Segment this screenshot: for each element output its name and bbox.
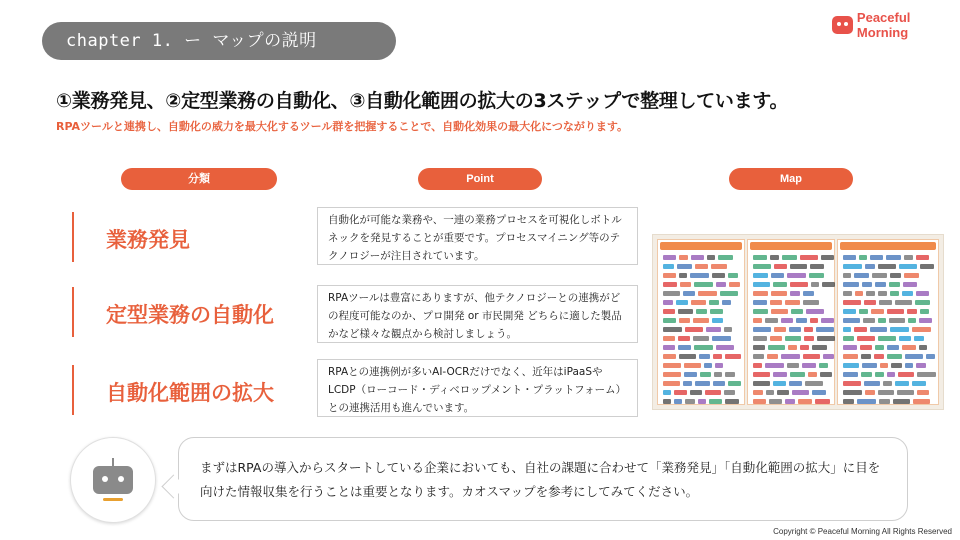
map-logo-cell [773, 372, 787, 377]
copyright: Copyright © Peaceful Morning All Rights Reserved [773, 527, 952, 536]
map-logo-cell [690, 390, 702, 395]
map-logo-cell [854, 273, 869, 278]
map-logo-cell [899, 336, 911, 341]
map-logo-cell [774, 327, 786, 332]
map-logo-cell [768, 345, 785, 350]
map-logo-cell [903, 282, 917, 287]
map-logo-cell [870, 255, 883, 260]
map-logo-cell [916, 291, 929, 296]
map-logo-cell [857, 336, 875, 341]
map-logo-cell [800, 345, 809, 350]
map-logo-cell [718, 255, 733, 260]
map-logo-cell [714, 372, 722, 377]
map-logo-cell [843, 291, 852, 296]
map-logo-cell [787, 363, 799, 368]
map-logo-cell [854, 327, 867, 332]
map-logo-cell [821, 318, 834, 323]
category-row-3 [72, 365, 294, 415]
map-logo-cell [872, 273, 887, 278]
map-logo-cell [771, 291, 787, 296]
map-logo-cell [753, 345, 765, 350]
map-logo-cell [904, 255, 913, 260]
map-logo-cell [753, 399, 766, 404]
map-logo-cell [698, 291, 717, 296]
map-logo-cell [729, 282, 740, 287]
map-logo-cell [684, 363, 701, 368]
map-logo-cell [753, 336, 767, 341]
map-logo-cell [914, 336, 924, 341]
robot-icon [93, 466, 133, 494]
map-logo-cell [820, 372, 832, 377]
map-logo-cell [843, 390, 862, 395]
map-logo-cell [767, 354, 778, 359]
map-logo-cell [916, 363, 926, 368]
map-logo-cell [753, 318, 762, 323]
map-logo-cell [684, 372, 697, 377]
map-logo-cell [713, 354, 722, 359]
map-logo-cell [893, 399, 910, 404]
map-logo-cell [709, 399, 722, 404]
map-logo-cell [713, 381, 725, 386]
map-logo-cell [788, 345, 797, 350]
map-logo-cell [678, 336, 690, 341]
category-row-2 [72, 287, 294, 337]
assistant-avatar [70, 437, 156, 523]
map-logo-cell [843, 372, 858, 377]
map-logo-cell [663, 264, 674, 269]
map-logo-cell [663, 345, 675, 350]
map-logo-cell [674, 399, 682, 404]
map-logo-cell [678, 345, 691, 350]
map-logo-cell [917, 390, 929, 395]
map-logo-cell [773, 381, 786, 386]
map-logo-cell [904, 273, 919, 278]
map-logo-cell [902, 291, 913, 296]
map-logo-cell [781, 318, 793, 323]
category-label: 業務発見 [106, 228, 190, 252]
map-logo-cell [709, 300, 719, 305]
map-logo-cell [861, 372, 872, 377]
map-logo-cell [663, 300, 673, 305]
speech-bubble-text: まずはRPAの導入からスタートしている企業においても、自社の課題に合わせて「業務発見」「自動化範囲の拡大」に目を向けた情報収集を行うことは重要となります。カオスマップを参考にしてみてください。 [200, 460, 881, 499]
point-box-1: 自動化が可能な業務や、一連の業務プロセスを可視化しボトルネックを発見することが重要です。プロセスマイニング等のテクノロジーが注目されています。 [317, 207, 638, 265]
map-logo-cell [715, 363, 723, 368]
map-logo-cell [822, 282, 835, 287]
map-logo-cell [770, 336, 782, 341]
map-logo-cell [889, 282, 900, 287]
map-logo-cell [777, 390, 789, 395]
map-logo-cell [843, 354, 858, 359]
robot-logo-icon [832, 16, 853, 34]
map-logo-cell [676, 300, 688, 305]
map-logo-cell [899, 264, 917, 269]
category-row-1 [72, 212, 294, 262]
map-logo-cell [753, 372, 770, 377]
map-logo-cell [691, 255, 704, 260]
map-logo-cell [843, 345, 857, 350]
map-logo-cell [902, 345, 916, 350]
map-logo-cell [905, 363, 913, 368]
headline: ①業務発見、②定型業務の自動化、③自動化範囲の拡大の3ステップで整理しています。 [56, 90, 789, 112]
map-logo-cell [785, 399, 795, 404]
map-logo-cell [790, 282, 808, 287]
map-logo-cell [843, 282, 859, 287]
map-logo-cell [770, 300, 782, 305]
map-logo-cell [878, 264, 896, 269]
map-logo-cell [862, 282, 872, 287]
map-logo-cell [803, 354, 820, 359]
map-logo-cell [920, 309, 929, 314]
map-logo-cell [843, 255, 856, 260]
map-logo-cell [753, 255, 767, 260]
map-logo-cell [707, 255, 715, 260]
map-logo-cell [897, 390, 914, 395]
map-logo-cell [690, 273, 709, 278]
map-logo-cell [677, 264, 692, 269]
map-logo-cell [917, 372, 936, 377]
column-header-map: Map [729, 168, 853, 190]
map-logo-cell [663, 354, 676, 359]
map-logo-cell [716, 282, 726, 287]
subline: RPAツールと連携し、自動化の威力を最大化するツール群を把握することで、自動化効果の最大化につながります。 [56, 120, 629, 133]
map-logo-cell [812, 390, 826, 395]
map-logo-cell [663, 282, 677, 287]
map-logo-cell [753, 282, 770, 287]
map-logo-cell [895, 300, 912, 305]
map-logo-cell [816, 327, 834, 332]
map-logo-cell [753, 381, 770, 386]
map-logo-cell [870, 327, 887, 332]
map-logo-cell [695, 381, 710, 386]
map-logo-cell [694, 345, 713, 350]
map-logo-cell [710, 309, 723, 314]
map-logo-cell [887, 354, 902, 359]
map-logo-cell [865, 390, 875, 395]
map-logo-cell [728, 273, 738, 278]
map-logo-cell [706, 327, 721, 332]
map-logo-cell [843, 264, 862, 269]
map-logo-cell [926, 354, 935, 359]
map-logo-cell [711, 264, 727, 269]
map-logo-cell [912, 327, 931, 332]
map-logo-cell [916, 255, 929, 260]
map-logo-cell [887, 372, 895, 377]
map-logo-cell [663, 381, 680, 386]
map-logo-cell [790, 372, 805, 377]
map-logo-cell [663, 399, 671, 404]
map-logo-cell [803, 291, 814, 296]
brand-logo [832, 10, 960, 40]
map-logo-cell [919, 345, 927, 350]
map-logo-cell [694, 282, 713, 287]
map-logo-cell [663, 273, 676, 278]
map-logo-cell [875, 372, 884, 377]
map-logo-cell [753, 327, 771, 332]
category-label: 定型業務の自動化 [106, 303, 274, 327]
map-logo-cell [843, 327, 851, 332]
map-logo-cell [871, 309, 884, 314]
map-logo-cell [890, 291, 899, 296]
map-logo-cell [806, 309, 824, 314]
map-logo-cell [683, 291, 695, 296]
map-logo-cell [695, 264, 708, 269]
map-logo-cell [798, 399, 812, 404]
map-logo-cell [700, 372, 711, 377]
map-logo-cell [864, 381, 880, 386]
map-logo-cell [862, 363, 877, 368]
map-logo-cell [790, 264, 807, 269]
map-logo-cell [821, 255, 834, 260]
map-logo-cell [843, 318, 860, 323]
map-logo-cell [766, 390, 774, 395]
map-logo-cell [804, 327, 813, 332]
map-logo-cell [880, 363, 888, 368]
map-logo-cell [782, 255, 797, 260]
map-logo-cell [843, 399, 854, 404]
map-logo-cell [800, 255, 818, 260]
map-logo-cell [693, 336, 709, 341]
map-logo-cell [769, 399, 782, 404]
map-logo-cell [805, 381, 823, 386]
map-logo-cell [874, 354, 884, 359]
map-logo-cell [843, 381, 861, 386]
map-logo-cell [685, 327, 703, 332]
map-logo-cell [808, 372, 817, 377]
map-logo-cell [698, 399, 706, 404]
map-logo-cell [663, 363, 681, 368]
map-logo-cell [787, 273, 806, 278]
map-logo-cell [811, 282, 819, 287]
map-logo-cell [753, 264, 771, 269]
map-logo-cell [863, 318, 875, 323]
map-logo-cell [790, 291, 800, 296]
map-logo-cell [680, 282, 691, 287]
map-logo-cell [823, 354, 834, 359]
map-logo-cell [913, 399, 930, 404]
map-logo-cell [696, 309, 707, 314]
map-logo-cell [725, 372, 735, 377]
map-logo-cell [864, 300, 876, 305]
map-logo-cell [819, 363, 828, 368]
map-logo-cell [875, 282, 886, 287]
map-logo-cell [683, 381, 692, 386]
map-logo-cell [895, 381, 909, 386]
map-logo-cell [812, 345, 827, 350]
map-logo-cell [663, 327, 682, 332]
map-logo-cell [720, 291, 738, 296]
map-logo-cell [773, 282, 787, 287]
map-logo-cell [663, 372, 681, 377]
map-logo-cell [679, 318, 690, 323]
map-logo-cell [663, 309, 675, 314]
map-logo-cell [810, 264, 824, 269]
map-logo-cell [725, 354, 741, 359]
map-logo-cell [693, 318, 709, 323]
map-logo-cell [678, 309, 693, 314]
column-header-category: 分類 [121, 168, 277, 190]
map-logo-cell [810, 318, 818, 323]
map-logo-cell [865, 264, 875, 269]
map-logo-cell [875, 345, 884, 350]
map-logo-cell [791, 309, 803, 314]
map-logo-cell [753, 390, 763, 395]
map-logo-cell [879, 300, 892, 305]
map-logo-cell [765, 363, 784, 368]
map-logo-cell [878, 390, 894, 395]
map-logo-cell [878, 336, 896, 341]
map-logo-cell [809, 273, 824, 278]
map-logo-cell [789, 327, 801, 332]
point-box-2: RPAツールは豊富にありますが、他テクノロジーとの連携がどの程度可能なのか、プロ開発 or 市民開発 どちらに適した製品かなど様々な観点から検討しましょう。 [317, 285, 638, 343]
map-logo-cell [866, 291, 875, 296]
map-logo-cell [663, 390, 671, 395]
map-logo-cell [781, 354, 800, 359]
map-logo-cell [712, 318, 723, 323]
map-logo-cell [785, 300, 800, 305]
map-logo-cell [774, 264, 787, 269]
map-logo-cell [753, 273, 768, 278]
map-logo-cell [789, 381, 802, 386]
map-logo-cell [679, 255, 688, 260]
map-logo-cell [861, 354, 871, 359]
map-logo-cell [792, 390, 809, 395]
map-logo-cell [843, 273, 851, 278]
map-logo-cell [679, 273, 687, 278]
map-logo-cell [859, 309, 868, 314]
map-logo-cell [704, 363, 712, 368]
map-logo-cell [785, 336, 801, 341]
map-logo-cell [753, 354, 764, 359]
map-logo-cell [878, 291, 887, 296]
map-logo-cell [859, 255, 867, 260]
map-logo-cell [770, 255, 779, 260]
map-logo-cell [843, 363, 859, 368]
map-logo-cell [843, 336, 854, 341]
map-logo-cell [891, 363, 902, 368]
map-logo-cell [722, 300, 731, 305]
map-logo-cell [803, 300, 819, 305]
map-logo-cell [663, 318, 676, 323]
map-logo-cell [919, 318, 932, 323]
map-logo-cell [691, 300, 706, 305]
map-logo-cell [705, 390, 721, 395]
map-logo-cell [712, 336, 731, 341]
map-logo-cell [725, 399, 739, 404]
map-logo-cell [724, 327, 732, 332]
map-logo-cell [716, 345, 734, 350]
map-logo-cell [920, 264, 934, 269]
map-logo-cell [699, 354, 710, 359]
map-logo-cell [771, 309, 788, 314]
map-logo-cell [908, 318, 916, 323]
map-logo-cell [804, 336, 814, 341]
map-logo-cell [887, 309, 904, 314]
map-logo-cell [907, 309, 917, 314]
map-logo-cell [878, 318, 886, 323]
category-label: 自動化範囲の拡大 [106, 381, 274, 405]
map-logo-cell [685, 399, 695, 404]
map-logo-cell [857, 399, 876, 404]
column-header-point: Point [418, 168, 542, 190]
map-logo-cell [860, 345, 872, 350]
map-logo-cell [802, 363, 816, 368]
map-logo-cell [663, 291, 680, 296]
map-logo-cell [712, 273, 725, 278]
map-logo-cell [663, 336, 675, 341]
chapter-title: chapter 1. ー マップの説明 [42, 22, 396, 60]
map-logo-cell [890, 327, 909, 332]
map-logo-cell [765, 318, 778, 323]
map-logo-cell [796, 318, 807, 323]
map-logo-cell [771, 273, 784, 278]
map-logo-cell [886, 255, 901, 260]
map-logo-cell [889, 318, 905, 323]
map-logo-cell [855, 291, 863, 296]
map-logo-cell [890, 273, 901, 278]
map-logo-cell [724, 390, 735, 395]
map-logo-cell [663, 255, 676, 260]
logo-text: Peaceful Morning [856, 10, 911, 40]
map-logo-cell [887, 345, 899, 350]
map-logo-cell [753, 363, 762, 368]
map-logo-cell [753, 291, 768, 296]
map-logo-cell [815, 399, 830, 404]
chaos-map-thumbnail [652, 234, 944, 410]
map-logo-cell [905, 354, 923, 359]
map-logo-cell [679, 354, 696, 359]
point-box-3: RPAとの連携例が多いAI-OCRだけでなく、近年はiPaaSやLCDP（ローコード・ディベロップメント・プラットフォーム）との連携活用も進んでいます。 [317, 359, 638, 417]
map-logo-cell [898, 372, 914, 377]
map-logo-cell [915, 300, 930, 305]
map-logo-cell [912, 381, 926, 386]
map-logo-cell [674, 390, 687, 395]
map-logo-cell [753, 309, 768, 314]
map-logo-cell [843, 309, 856, 314]
map-logo-cell [883, 381, 892, 386]
map-logo-cell [879, 399, 890, 404]
map-logo-cell [843, 300, 861, 305]
map-logo-cell [817, 336, 835, 341]
map-logo-cell [728, 381, 741, 386]
map-logo-cell [753, 300, 767, 305]
